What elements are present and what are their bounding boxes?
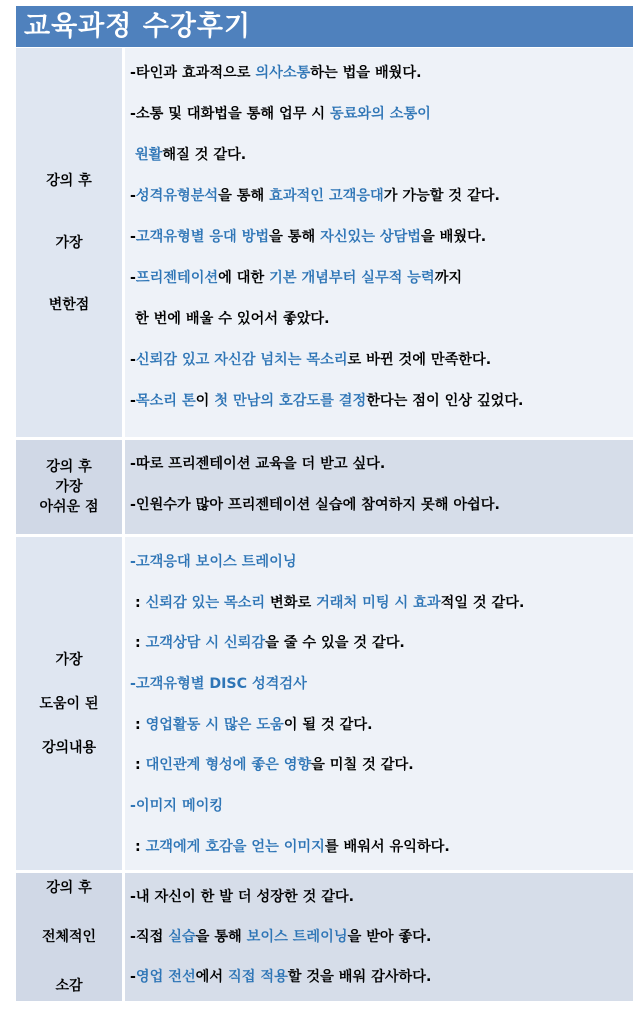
text-segment: - [130, 969, 136, 985]
content-line [130, 444, 633, 485]
highlighted-text: -고객응대 보이스 트레이닝 [130, 554, 297, 570]
text-segment: -내 자신이 한 발 더 성장한 것 같다. [130, 889, 355, 905]
text-segment: 을 미칠 것 같다. [311, 757, 414, 774]
highlighted-text: 프리젠테이션 [135, 270, 219, 286]
section-overall-impression [16, 873, 633, 1001]
section-biggest-change [16, 48, 633, 437]
highlighted-text: 자신있는 상담법 [320, 229, 422, 245]
text-segment: 을 줄 수 있을 것 같다. [265, 635, 405, 652]
highlighted-text: 보이스 트레이닝 [246, 929, 348, 945]
text-segment: 이 [195, 393, 215, 409]
text-segment: - [130, 270, 136, 286]
section-most-helpful [16, 537, 633, 870]
highlighted-text: 거래처 미팅 시 효과 [316, 594, 441, 611]
section-label-line: 변한점 [48, 296, 90, 313]
section-label-line: 강의 후 [46, 459, 92, 475]
text-segment: 해질 것 같다. [162, 147, 247, 163]
section-content [125, 440, 633, 534]
text-segment: : [130, 757, 146, 774]
section-label-line: 가장 [55, 234, 83, 251]
section-label-line: 가장 [55, 651, 83, 668]
highlighted-text: 의사소통 [255, 65, 311, 81]
content-line [130, 340, 633, 381]
section-label [16, 873, 122, 1001]
text-segment: : [130, 635, 146, 652]
text-segment: 을 통해 [269, 229, 321, 245]
text-segment: 가 가능할 것 같다. [383, 188, 500, 204]
text-segment: 을 통해 [218, 188, 270, 204]
content-line [130, 542, 633, 583]
content-line [130, 53, 633, 94]
highlighted-text: 대인관계 형성에 좋은 영향 [145, 757, 312, 774]
text-segment: 하는 법을 배웠다. [310, 65, 422, 81]
content-line [130, 957, 633, 997]
text-segment: 을 통해 [195, 929, 247, 945]
content-line [130, 786, 633, 827]
text-segment: 할 것을 배워 감사하다. [287, 969, 432, 985]
text-segment: -인원수가 많아 프리젠테이션 실습에 참여하지 못해 아쉽다. [130, 497, 500, 513]
text-segment: 변화로 [265, 594, 317, 611]
highlighted-text: 영업활동 시 많은 도움 [145, 716, 284, 733]
content-line [130, 135, 633, 176]
page-title: 교육과정 수강후기 [16, 6, 633, 47]
text-segment: : [130, 594, 146, 611]
text-segment: 를 배워서 유익하다. [324, 838, 450, 855]
text-segment: 에 대한 [218, 270, 270, 286]
section-label-line: 아쉬운 점 [39, 499, 99, 515]
section-label [16, 537, 122, 870]
text-segment: - [130, 393, 136, 409]
highlighted-text: 원활 [134, 147, 163, 163]
content-line [130, 94, 633, 135]
highlighted-text: 기본 개념부터 실무적 능력 [269, 270, 435, 286]
content-line [130, 583, 633, 624]
section-label-line: 소감 [55, 977, 83, 994]
text-segment: 에서 [195, 969, 229, 985]
text-segment: -따로 프리젠테이션 교육을 더 받고 싶다. [130, 456, 386, 472]
section-content [125, 48, 633, 437]
text-segment: 로 바뀐 것에 만족한다. [347, 352, 492, 368]
section-label-line: 전체적인 [41, 928, 97, 945]
highlighted-text: -이미지 메이킹 [130, 798, 224, 815]
section-label [16, 48, 122, 437]
content-line [130, 917, 633, 957]
section-label [16, 440, 122, 534]
highlighted-text: -고객유형별 DISC 성격검사 [130, 676, 307, 693]
text-segment: 적일 것 같다. [440, 594, 525, 611]
text-segment: : [130, 716, 146, 733]
highlighted-text: 신뢰감 있는 목소리 [145, 594, 266, 611]
text-segment: 한다는 점이 인상 깊었다. [366, 393, 524, 409]
text-segment: 이 될 것 같다. [283, 716, 373, 733]
text-segment: -소통 및 대화법을 통해 업무 시 [130, 106, 330, 122]
review-table [16, 48, 633, 1004]
section-label-line: 강의 후 [46, 172, 92, 189]
text-segment: 을 배웠다. [421, 229, 487, 245]
section-regrets [16, 440, 633, 534]
section-label-line: 도움이 된 [39, 695, 99, 712]
highlighted-text: 효과적인 고객응대 [269, 188, 384, 204]
highlighted-text: 신뢰감 있고 자신감 넘치는 목소리 [135, 352, 348, 368]
highlighted-text: 목소리 톤 [135, 393, 196, 409]
section-content [125, 537, 633, 870]
highlighted-text: 첫 만남의 호감도를 결정 [214, 393, 367, 409]
highlighted-text: 직접 적용 [228, 969, 288, 985]
section-label-line: 가장 [55, 479, 83, 495]
content-line [130, 664, 633, 705]
text-segment: -직접 [130, 929, 169, 945]
section-content [125, 873, 633, 1001]
highlighted-text: 고객상담 시 신뢰감 [145, 635, 266, 652]
content-line [130, 827, 633, 868]
content-line [130, 485, 633, 526]
text-segment: : [130, 838, 146, 855]
content-line [130, 217, 633, 258]
text-segment: 까지 [434, 270, 463, 286]
highlighted-text: 실습 [168, 929, 196, 945]
content-line [130, 381, 633, 422]
text-segment: -타인과 효과적으로 [130, 65, 256, 81]
text-segment: 을 받아 좋다. [347, 929, 432, 945]
highlighted-text: 영업 전선 [135, 969, 196, 985]
highlighted-text: 동료와의 소통이 [330, 106, 431, 122]
text-segment: - [130, 352, 136, 368]
content-line [130, 299, 633, 340]
text-segment: - [130, 229, 136, 245]
content-line [130, 176, 633, 217]
content-line [130, 258, 633, 299]
content-line [130, 877, 633, 917]
section-label-line: 강의내용 [41, 739, 97, 756]
highlighted-text: 성격유형분석 [135, 188, 219, 204]
section-label-line: 강의 후 [46, 879, 92, 896]
highlighted-text: 고객유형별 응대 방법 [135, 229, 270, 245]
text-segment: - [130, 188, 136, 204]
content-line [130, 705, 633, 746]
highlighted-text: 고객에게 호감을 얻는 이미지 [145, 838, 325, 855]
text-segment: 한 번에 배울 수 있어서 좋았다. [130, 311, 330, 327]
content-line [130, 623, 633, 664]
content-line [130, 745, 633, 786]
